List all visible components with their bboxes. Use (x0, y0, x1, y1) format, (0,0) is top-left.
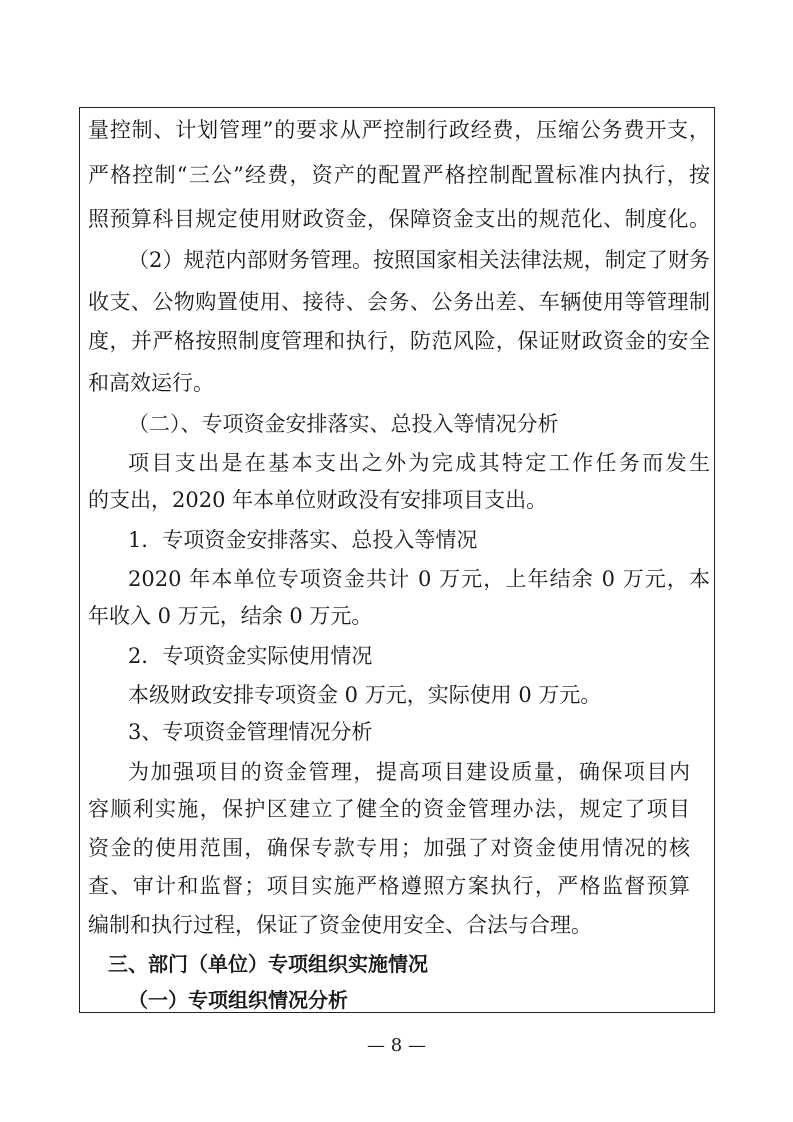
text-line: 和高效运行。 (88, 371, 214, 395)
subsection-heading: 2．专项资金实际使用情况 (128, 644, 373, 668)
text-line: （2）规范内部财务管理。按照国家相关法律法规，制定了财务 (128, 248, 710, 272)
text-line: 收支、公物购置使用、接待、会务、公务出差、车辆使用等管理制 (88, 290, 710, 314)
text-line: 资金的使用范围，确保专款专用；加强了对资金使用情况的核 (88, 836, 690, 860)
text-line: 项目支出是在基本支出之外为完成其特定工作任务而发生 (128, 451, 710, 475)
text-line: 严格控制“三公”经费，资产的配置严格控制配置标准内执行，按 (88, 163, 710, 187)
text-line: 的支出，2020 年本单位财政没有安排项目支出。 (88, 488, 548, 512)
text-line: 2020 年本单位专项资金共计 0 万元，上年结余 0 万元，本 (128, 567, 710, 591)
text-line: 本级财政安排专项资金 0 万元，实际使用 0 万元。 (128, 683, 602, 707)
section-heading: （二）、专项资金安排落实、总投入等情况分析 (128, 412, 559, 436)
text-line: 照预算科目规定使用财政资金，保障资金支出的规范化、制度化。 (88, 207, 710, 231)
text-line: 容顺利实施，保护区建立了健全的资金管理办法，规定了项目 (88, 797, 690, 821)
subsection-heading: 1．专项资金安排落实、总投入等情况 (128, 528, 478, 552)
section-heading: （一）专项组织情况分析 (128, 988, 348, 1012)
text-line: 为加强项目的资金管理，提高项目建设质量，确保项目内 (128, 760, 690, 784)
text-line: 度，并严格按照制度管理和执行，防范风险，保证财政资金的安全 (88, 329, 710, 353)
text-line: 量控制、计划管理”的要求从严控制行政经费，压缩公务费开支， (88, 118, 710, 142)
text-line: 年收入 0 万元，结余 0 万元。 (88, 604, 373, 628)
text-line: 编制和执行过程，保证了资金使用安全、合法与合理。 (88, 913, 592, 937)
page-number: — 8 — (367, 1035, 426, 1056)
section-heading: 三、部门（单位）专项组织实施情况 (108, 952, 428, 976)
text-line: 查、审计和监督；项目实施严格遵照方案执行，严格监督预算 (88, 874, 690, 898)
subsection-heading: 3、专项资金管理情况分析 (128, 720, 373, 744)
